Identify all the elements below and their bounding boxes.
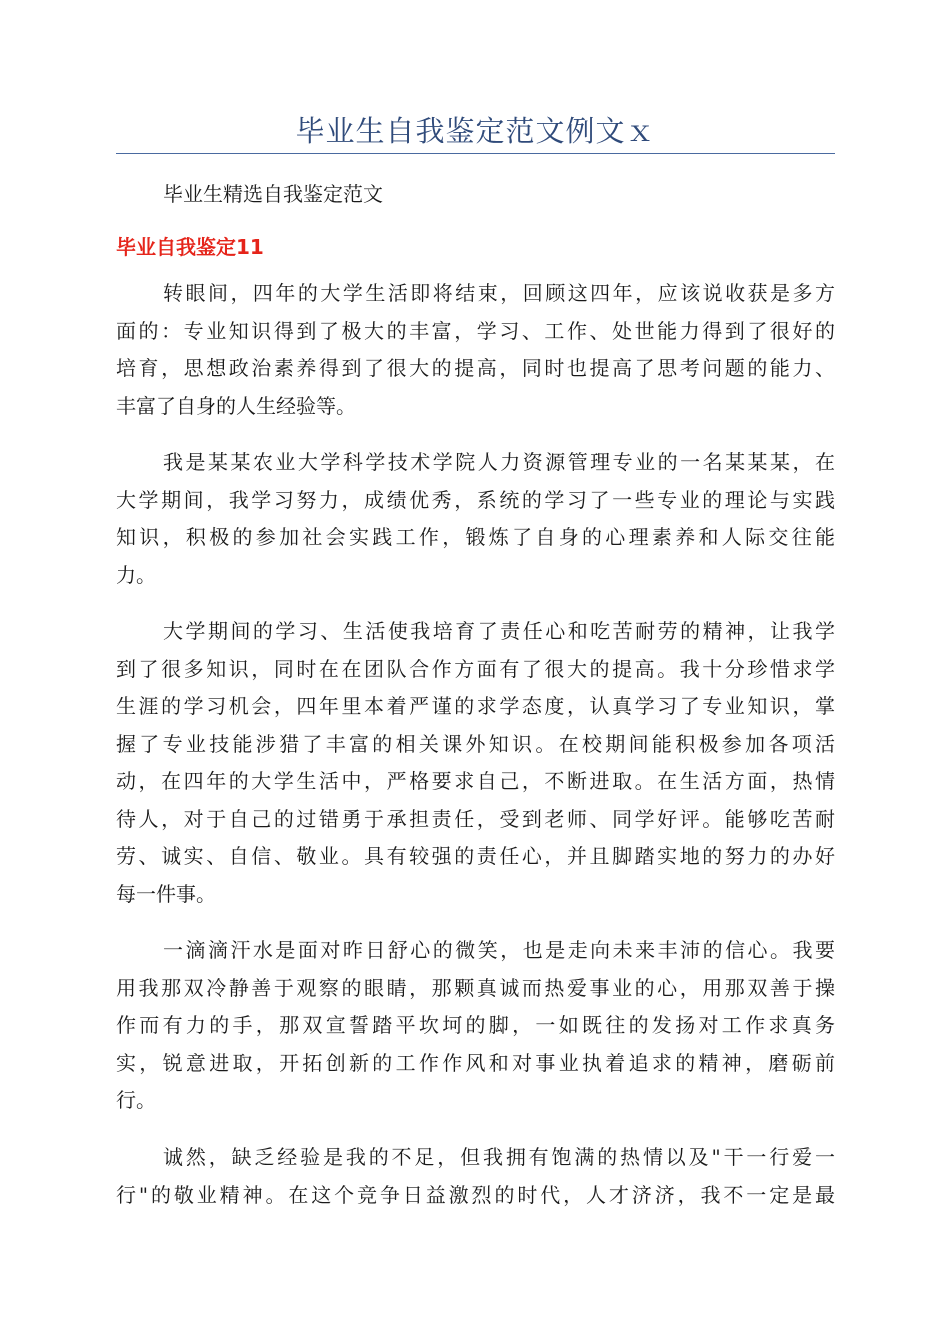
paragraph-line: 知识，积极的参加社会实践工作，锻炼了自身的心理素养和人际交往能 (116, 525, 835, 549)
paragraph-1 (116, 275, 835, 425)
title-underline (116, 153, 835, 154)
paragraph-line: 转眼间，四年的大学生活即将结束，回顾这四年，应该说收获是多方 (163, 281, 835, 305)
paragraph-5 (116, 1139, 835, 1214)
paragraph-line: 丰富了自身的人生经验等。 (116, 393, 356, 418)
paragraph-line: 待人，对于自己的过错勇于承担责任，受到老师、同学好评。能够吃苦耐 (116, 806, 835, 831)
paragraph-2 (116, 444, 835, 594)
paragraph-line: 生涯的学习机会，四年里本着严谨的求学态度，认真学习了专业知识，掌 (116, 694, 835, 718)
paragraph-line: 力。 (116, 562, 156, 587)
paragraph-3 (116, 613, 835, 913)
paragraph-line: 培育，思想政治素养得到了很大的提高，同时也提高了思考问题的能力、 (116, 356, 835, 380)
paragraph-line: 行。 (116, 1088, 156, 1112)
paragraph-line: 握了专业技能涉猎了丰富的相关课外知识。在校期间能积极参加各项活 (116, 731, 835, 756)
paragraph-line: 一滴滴汗水是面对昨日舒心的微笑，也是走向未来丰沛的信心。我要 (163, 938, 835, 962)
paragraph-line: 大学期间，我学习努力，成绩优秀，系统的学习了一些专业的理论与实践 (116, 487, 835, 512)
paragraph-4 (116, 932, 835, 1120)
paragraph-line: 动，在四年的大学生活中，严格要求自己，不断进取。在生活方面，热情 (116, 769, 835, 793)
paragraph-line: 到了很多知识，同时在在团队合作方面有了很大的提高。我十分珍惜求学 (116, 656, 835, 681)
paragraph-line: 劳、诚实、自信、敬业。具有较强的责任心，并且脚踏实地的努力的办好 (116, 844, 835, 868)
paragraph-line: 实，锐意进取，开拓创新的工作作风和对事业执着追求的精神，磨砺前 (116, 1050, 835, 1075)
paragraph-line: 诚然，缺乏经验是我的不足，但我拥有饱满的热情以及"干一行爱一 (163, 1145, 835, 1169)
paragraph-line: 作而有力的手，那双宣誓踏平坎坷的脚，一如既往的发扬对工作求真务 (116, 1013, 835, 1037)
paragraph-line: 大学期间的学习、生活使我培育了责任心和吃苦耐劳的精神，让我学 (163, 619, 835, 643)
document-title: 毕业生自我鉴定范文例文ｘ (295, 114, 656, 148)
paragraph-line: 行"的敬业精神。在这个竞争日益激烈的时代，人才济济，我不一定是最 (116, 1182, 835, 1207)
paragraph-line: 每一件事。 (116, 881, 216, 906)
document-subtitle: 毕业生精选自我鉴定范文 (163, 182, 383, 206)
section-heading: 毕业自我鉴定11 (116, 235, 264, 259)
paragraph-line: 用我那双冷静善于观察的眼睛，那颗真诚而热爱事业的心，用那双善于操 (116, 975, 835, 1000)
paragraph-line: 面的：专业知识得到了极大的丰富，学习、工作、处世能力得到了很好的 (116, 318, 835, 343)
paragraph-line: 我是某某农业大学科学技术学院人力资源管理专业的一名某某某，在 (163, 450, 835, 474)
